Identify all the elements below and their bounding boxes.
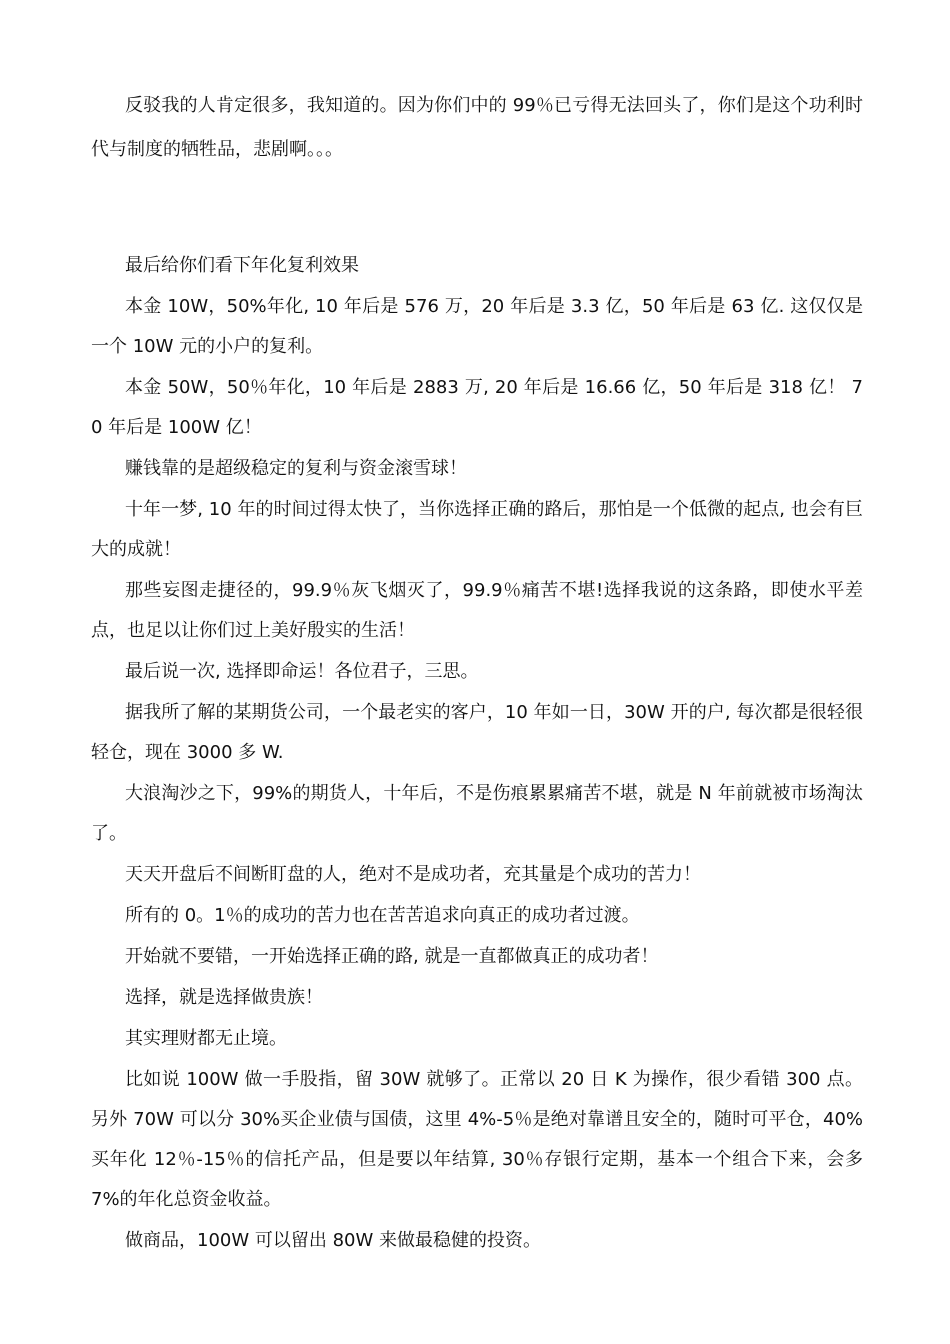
paragraph-commodities: 做商品，100W 可以留出 80W 来做最稳健的投资。: [125, 1230, 542, 1251]
paragraph-portfolio-example: 比如说 100W 做一手股指，留 30W 就够了。正常以 20 日 K 为操作，很少看错 300 点。另外 70W 可以分 30%买企业债与国债，这里 4%-5％是绝对靠谱且安全的，随时可平仓，40%买年化 12％-15％的信托产品，但是要以年结算, 30％存银行定期，基本一个组合下来，会多 7%的年化总资金收益。: [91, 1069, 863, 1210]
paragraph-compound-interest-heading: 最后给你们看下年化复利效果: [125, 255, 359, 276]
paragraph-futures-client: 据我所了解的某期货公司，一个最老实的客户，10 年如一日，30W 开的户, 每次都是很轻很轻仓，现在 3000 多 W.: [91, 702, 863, 763]
paragraph-principal-50w: 本金 50W，50％年化，10 年后是 2883 万, 20 年后是 16.66 亿，50 年后是 318 亿！ 70 年后是 100W 亿！: [91, 377, 863, 438]
paragraph-shortcut: 那些妄图走捷径的，99.9％灰飞烟灭了，99.9％痛苦不堪!选择我说的这条路，即使水平差点，也足以让你们过上美好殷实的生活！: [91, 580, 863, 641]
paragraph-market-elimination: 大浪淘沙之下，99%的期货人，十年后，不是伤痕累累痛苦不堪，就是 N 年前就被市场淘汰了。: [91, 783, 863, 844]
paragraph-right-path: 开始就不要错，一开始选择正确的路, 就是一直都做真正的成功者！: [125, 946, 659, 967]
paragraph-principal-10w: 本金 10W，50%年化, 10 年后是 576 万，20 年后是 3.3 亿，50 年后是 63 亿. 这仅仅是一个 10W 元的小户的复利。: [91, 296, 863, 357]
paragraph-gap: [91, 172, 863, 246]
paragraph-nobility: 选择，就是选择做贵族！: [125, 987, 323, 1008]
paragraph-choice-fate: 最后说一次, 选择即命运！各位君子，三思。: [125, 661, 479, 682]
paragraph-no-limit: 其实理财都无止境。: [125, 1028, 287, 1049]
paragraph-ten-years: 十年一梦, 10 年的时间过得太快了，当你选择正确的路后，那怕是一个低微的起点, 也会有巨大的成就！: [91, 499, 863, 560]
paragraph-snowball: 赚钱靠的是超级稳定的复利与资金滚雪球！: [125, 458, 467, 479]
paragraph-watching-market: 天天开盘后不间断盯盘的人，绝对不是成功者，充其量是个成功的苦力！: [125, 864, 701, 885]
intro-paragraph: 反驳我的人肯定很多，我知道的。因为你们中的 99％已亏得无法回头了，你们是这个功利时代与制度的牺牲品，悲剧啊。。。: [91, 95, 863, 160]
document-page: [91, 84, 863, 1261]
paragraph-transition: 所有的 0。1％的成功的苦力也在苦苦追求向真正的成功者过渡。: [125, 905, 640, 926]
